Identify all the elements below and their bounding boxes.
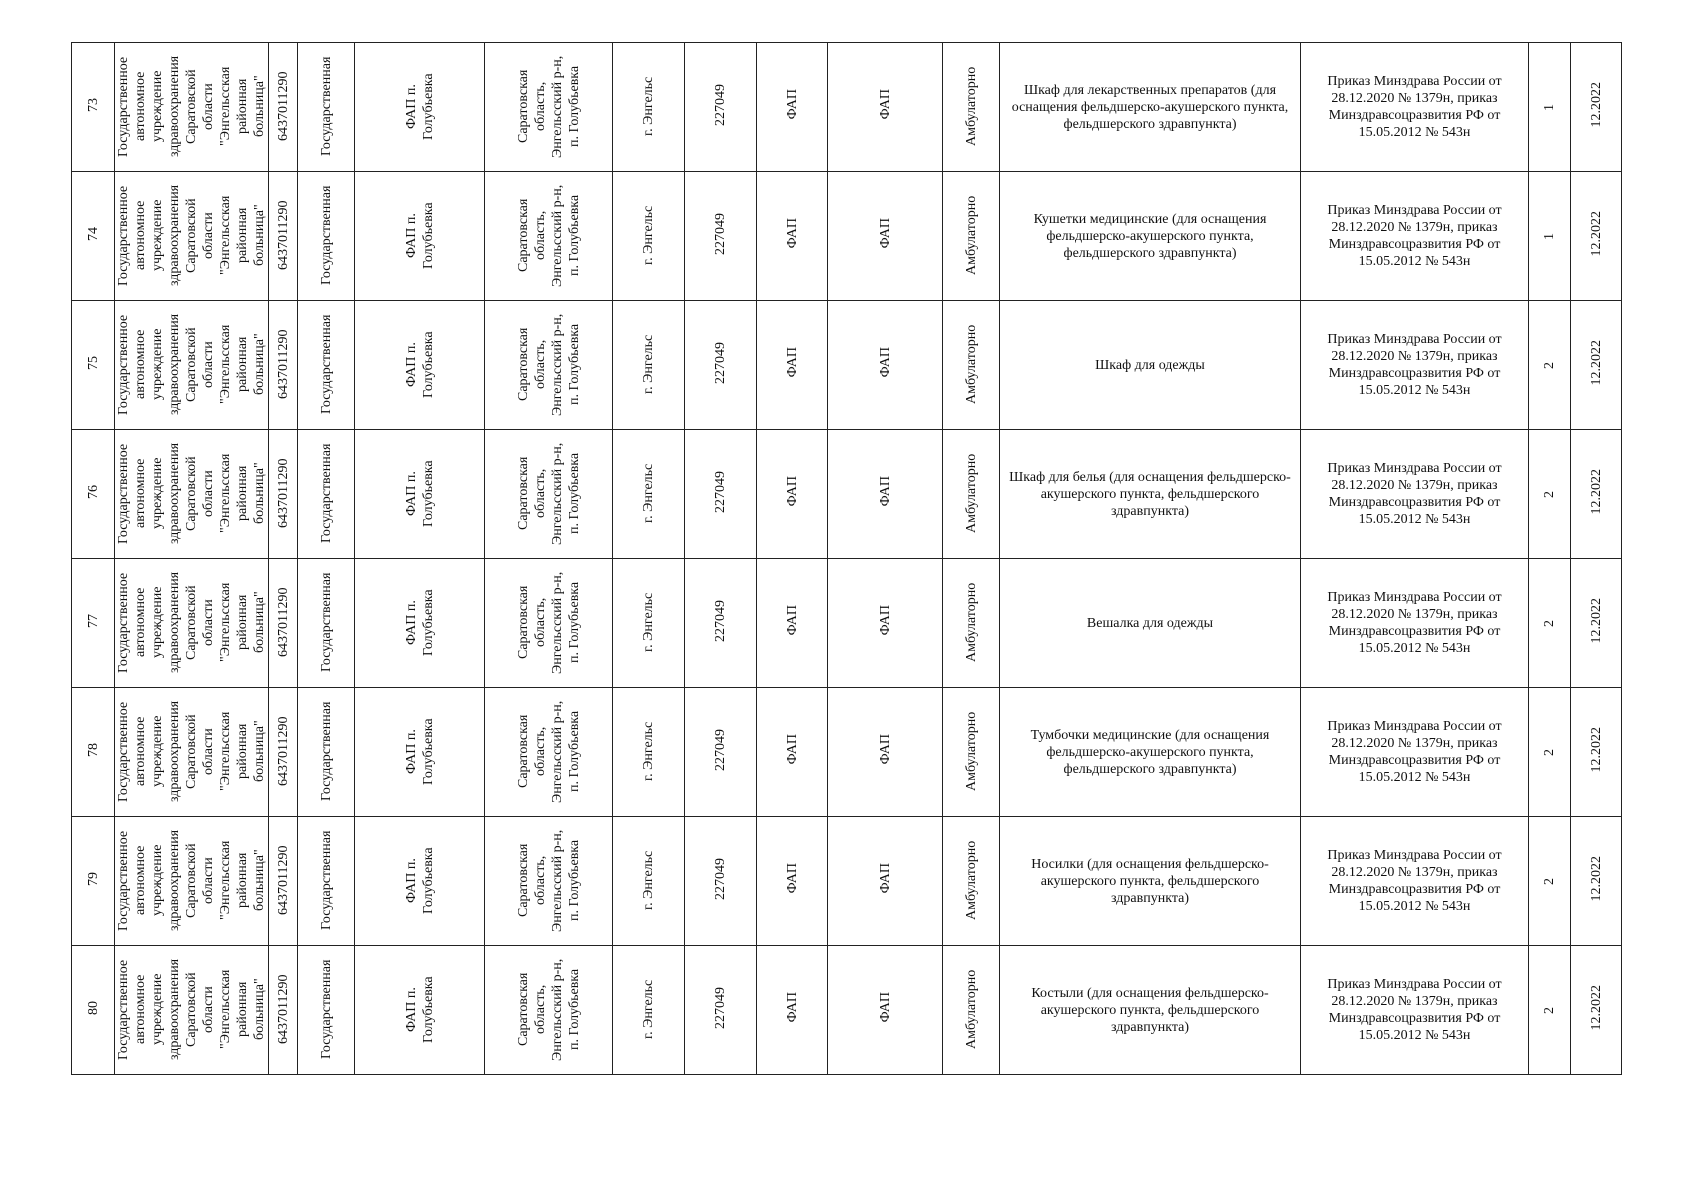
table-row bbox=[72, 688, 1622, 817]
facility-code: 227049 bbox=[713, 83, 728, 126]
facility-name: ФАП п. Голубьевка bbox=[403, 847, 436, 914]
quantity-cell bbox=[1529, 301, 1571, 430]
facility-subtype: ФАП bbox=[877, 89, 893, 120]
address-cell bbox=[485, 172, 613, 301]
row-number-cell bbox=[72, 430, 115, 559]
care-condition: Амбулаторно bbox=[963, 66, 979, 147]
ownership-form: Государственная bbox=[318, 443, 334, 544]
quantity: 2 bbox=[1542, 490, 1557, 498]
code-cell bbox=[685, 43, 757, 172]
inn: 6437011290 bbox=[275, 845, 291, 916]
city: г. Энгельс bbox=[641, 721, 656, 782]
care-cell bbox=[943, 688, 1000, 817]
facility-subtype: ФАП bbox=[877, 347, 893, 378]
equipment-name: Шкаф для белья (для оснащения фельдшерско-акушерского пункта, фельдшерского здравпункта) bbox=[1009, 469, 1291, 519]
ownership-cell bbox=[298, 43, 355, 172]
facility-name: ФАП п. Голубьевка bbox=[403, 73, 436, 140]
facility-subtype: ФАП bbox=[877, 218, 893, 249]
ownership-cell bbox=[298, 817, 355, 946]
institution-name: Государственное автономное учреждение здравоохранения Саратовской области "Энгельсская районная больница" bbox=[116, 958, 267, 1061]
institution-cell bbox=[115, 430, 269, 559]
row-number-cell bbox=[72, 172, 115, 301]
quantity-cell bbox=[1529, 817, 1571, 946]
equipment-cell bbox=[1000, 946, 1301, 1075]
regulatory-order: Приказ Минздрава России от 28.12.2020 № 1379н, приказ Минздравсоцразвития РФ от 15.05.2012 № 543н bbox=[1327, 590, 1502, 656]
table-row bbox=[72, 430, 1622, 559]
type-cell bbox=[757, 688, 828, 817]
facility-cell bbox=[355, 817, 485, 946]
table-row bbox=[72, 301, 1622, 430]
row-number: 79 bbox=[85, 871, 101, 886]
equipment-table bbox=[71, 42, 1622, 1075]
inn: 6437011290 bbox=[275, 974, 291, 1045]
institution-name: Государственное автономное учреждение здравоохранения Саратовской области "Энгельсская районная больница" bbox=[116, 313, 267, 416]
date-cell bbox=[1571, 301, 1622, 430]
row-number-cell bbox=[72, 559, 115, 688]
equipment-cell bbox=[1000, 172, 1301, 301]
care-cell bbox=[943, 301, 1000, 430]
date-cell bbox=[1571, 946, 1622, 1075]
quantity-cell bbox=[1529, 559, 1571, 688]
equipment-cell bbox=[1000, 430, 1301, 559]
facility-subtype: ФАП bbox=[877, 863, 893, 894]
delivery-date: 12.2022 bbox=[1588, 81, 1604, 128]
delivery-date: 12.2022 bbox=[1588, 597, 1604, 644]
ownership-form: Государственная bbox=[318, 959, 334, 1060]
equipment-name: Вешалка для одежды bbox=[1086, 615, 1214, 631]
quantity-cell bbox=[1529, 172, 1571, 301]
institution-cell bbox=[115, 172, 269, 301]
facility-type: ФАП bbox=[784, 992, 800, 1023]
facility-address: Саратовская область, Энгельсский р-н, п. Голубьевка bbox=[515, 184, 582, 287]
quantity: 2 bbox=[1542, 361, 1557, 369]
city-cell bbox=[613, 688, 685, 817]
care-condition: Амбулаторно bbox=[963, 195, 979, 276]
quantity-cell bbox=[1529, 43, 1571, 172]
city-cell bbox=[613, 946, 685, 1075]
address-cell bbox=[485, 688, 613, 817]
equipment-cell bbox=[1000, 301, 1301, 430]
city-cell bbox=[613, 430, 685, 559]
facility-address: Саратовская область, Энгельсский р-н, п. Голубьевка bbox=[515, 829, 582, 932]
institution-name: Государственное автономное учреждение здравоохранения Саратовской области "Энгельсская районная больница" bbox=[116, 571, 267, 674]
quantity-cell bbox=[1529, 946, 1571, 1075]
facility-type: ФАП bbox=[784, 347, 800, 378]
quantity: 2 bbox=[1542, 877, 1557, 885]
code-cell bbox=[685, 430, 757, 559]
address-cell bbox=[485, 559, 613, 688]
quantity: 1 bbox=[1542, 232, 1557, 240]
equipment-name: Тумбочки медицинские (для оснащения фельдшерско-акушерского пункта, фельдшерского здравпункта) bbox=[1030, 727, 1270, 777]
facility-code: 227049 bbox=[713, 857, 728, 900]
quantity: 2 bbox=[1542, 1006, 1557, 1014]
row-number-cell bbox=[72, 43, 115, 172]
institution-name: Государственное автономное учреждение здравоохранения Саратовской области "Энгельсская районная больница" bbox=[116, 442, 267, 545]
city-cell bbox=[613, 817, 685, 946]
table-row bbox=[72, 817, 1622, 946]
institution-name: Государственное автономное учреждение здравоохранения Саратовской области "Энгельсская районная больница" bbox=[116, 55, 267, 158]
facility-subtype: ФАП bbox=[877, 734, 893, 765]
date-cell bbox=[1571, 172, 1622, 301]
inn: 6437011290 bbox=[275, 71, 291, 142]
ownership-cell bbox=[298, 301, 355, 430]
delivery-date: 12.2022 bbox=[1588, 468, 1604, 515]
inn-cell bbox=[269, 43, 298, 172]
equipment-name: Шкаф для одежды bbox=[1095, 357, 1205, 373]
delivery-date: 12.2022 bbox=[1588, 984, 1604, 1031]
delivery-date: 12.2022 bbox=[1588, 339, 1604, 386]
care-condition: Амбулаторно bbox=[963, 582, 979, 663]
equipment-cell bbox=[1000, 43, 1301, 172]
row-number: 73 bbox=[85, 97, 101, 112]
regulatory-order: Приказ Минздрава России от 28.12.2020 № 1379н, приказ Минздравсоцразвития РФ от 15.05.2012 № 543н bbox=[1327, 203, 1502, 269]
facility-subtype: ФАП bbox=[877, 992, 893, 1023]
ownership-cell bbox=[298, 559, 355, 688]
delivery-date: 12.2022 bbox=[1588, 210, 1604, 257]
code-cell bbox=[685, 301, 757, 430]
inn-cell bbox=[269, 817, 298, 946]
equipment-cell bbox=[1000, 559, 1301, 688]
facility-code: 227049 bbox=[713, 470, 728, 513]
order-cell bbox=[1301, 817, 1529, 946]
inn: 6437011290 bbox=[275, 200, 291, 271]
equipment-name: Носилки (для оснащения фельдшерско-акушерского пункта, фельдшерского здравпункта) bbox=[1031, 856, 1269, 906]
institution-cell bbox=[115, 301, 269, 430]
table-row bbox=[72, 43, 1622, 172]
quantity: 2 bbox=[1542, 748, 1557, 756]
subtype-cell bbox=[828, 946, 943, 1075]
care-condition: Амбулаторно bbox=[963, 840, 979, 921]
row-number-cell bbox=[72, 946, 115, 1075]
facility-type: ФАП bbox=[784, 605, 800, 636]
subtype-cell bbox=[828, 172, 943, 301]
inn-cell bbox=[269, 688, 298, 817]
type-cell bbox=[757, 946, 828, 1075]
care-cell bbox=[943, 559, 1000, 688]
subtype-cell bbox=[828, 559, 943, 688]
delivery-date: 12.2022 bbox=[1588, 726, 1604, 773]
subtype-cell bbox=[828, 430, 943, 559]
facility-address: Саратовская область, Энгельсский р-н, п. Голубьевка bbox=[515, 700, 582, 803]
facility-type: ФАП bbox=[784, 734, 800, 765]
facility-cell bbox=[355, 43, 485, 172]
care-cell bbox=[943, 172, 1000, 301]
quantity: 2 bbox=[1542, 619, 1557, 627]
code-cell bbox=[685, 688, 757, 817]
row-number: 77 bbox=[85, 613, 101, 628]
facility-code: 227049 bbox=[713, 212, 728, 255]
facility-code: 227049 bbox=[713, 341, 728, 384]
order-cell bbox=[1301, 301, 1529, 430]
equipment-name: Шкаф для лекарственных препаратов (для оснащения фельдшерско-акушерского пункта, фельдшерского здравпункта) bbox=[1011, 82, 1289, 132]
facility-name: ФАП п. Голубьевка bbox=[403, 331, 436, 398]
city: г. Энгельс bbox=[641, 205, 656, 266]
inn: 6437011290 bbox=[275, 458, 291, 529]
row-number-cell bbox=[72, 688, 115, 817]
subtype-cell bbox=[828, 688, 943, 817]
city: г. Энгельс bbox=[641, 76, 656, 137]
address-cell bbox=[485, 946, 613, 1075]
regulatory-order: Приказ Минздрава России от 28.12.2020 № 1379н, приказ Минздравсоцразвития РФ от 15.05.2012 № 543н bbox=[1327, 461, 1502, 527]
inn-cell bbox=[269, 946, 298, 1075]
regulatory-order: Приказ Минздрава России от 28.12.2020 № 1379н, приказ Минздравсоцразвития РФ от 15.05.2012 № 543н bbox=[1327, 74, 1502, 140]
inn: 6437011290 bbox=[275, 716, 291, 787]
facility-cell bbox=[355, 946, 485, 1075]
facility-type: ФАП bbox=[784, 863, 800, 894]
city: г. Энгельс bbox=[641, 850, 656, 911]
address-cell bbox=[485, 817, 613, 946]
order-cell bbox=[1301, 559, 1529, 688]
row-number: 80 bbox=[85, 1000, 101, 1015]
facility-cell bbox=[355, 430, 485, 559]
facility-code: 227049 bbox=[713, 599, 728, 642]
facility-name: ФАП п. Голубьевка bbox=[403, 718, 436, 785]
city-cell bbox=[613, 43, 685, 172]
subtype-cell bbox=[828, 817, 943, 946]
row-number-cell bbox=[72, 301, 115, 430]
institution-name: Государственное автономное учреждение здравоохранения Саратовской области "Энгельсская районная больница" bbox=[116, 700, 267, 803]
inn: 6437011290 bbox=[275, 329, 291, 400]
quantity-cell bbox=[1529, 688, 1571, 817]
ownership-cell bbox=[298, 946, 355, 1075]
code-cell bbox=[685, 946, 757, 1075]
row-number: 76 bbox=[85, 484, 101, 499]
row-number: 78 bbox=[85, 742, 101, 757]
regulatory-order: Приказ Минздрава России от 28.12.2020 № 1379н, приказ Минздравсоцразвития РФ от 15.05.2012 № 543н bbox=[1327, 332, 1502, 398]
facility-address: Саратовская область, Энгельсский р-н, п. Голубьевка bbox=[515, 55, 582, 158]
order-cell bbox=[1301, 43, 1529, 172]
institution-cell bbox=[115, 946, 269, 1075]
facility-subtype: ФАП bbox=[877, 476, 893, 507]
facility-code: 227049 bbox=[713, 986, 728, 1029]
type-cell bbox=[757, 430, 828, 559]
care-cell bbox=[943, 946, 1000, 1075]
delivery-date: 12.2022 bbox=[1588, 855, 1604, 902]
equipment-name: Костыли (для оснащения фельдшерско-акушерского пункта, фельдшерского здравпункта) bbox=[1031, 985, 1269, 1035]
institution-cell bbox=[115, 817, 269, 946]
table-row bbox=[72, 172, 1622, 301]
city-cell bbox=[613, 172, 685, 301]
table-row bbox=[72, 946, 1622, 1075]
facility-cell bbox=[355, 172, 485, 301]
care-cell bbox=[943, 43, 1000, 172]
type-cell bbox=[757, 301, 828, 430]
facility-cell bbox=[355, 301, 485, 430]
address-cell bbox=[485, 43, 613, 172]
row-number: 75 bbox=[85, 355, 101, 370]
order-cell bbox=[1301, 688, 1529, 817]
facility-cell bbox=[355, 688, 485, 817]
ownership-form: Государственная bbox=[318, 185, 334, 286]
institution-cell bbox=[115, 688, 269, 817]
ownership-form: Государственная bbox=[318, 56, 334, 157]
institution-cell bbox=[115, 43, 269, 172]
facility-name: ФАП п. Голубьевка bbox=[403, 976, 436, 1043]
city-cell bbox=[613, 301, 685, 430]
ownership-form: Государственная bbox=[318, 314, 334, 415]
facility-name: ФАП п. Голубьевка bbox=[403, 460, 436, 527]
subtype-cell bbox=[828, 301, 943, 430]
date-cell bbox=[1571, 688, 1622, 817]
type-cell bbox=[757, 43, 828, 172]
date-cell bbox=[1571, 559, 1622, 688]
address-cell bbox=[485, 301, 613, 430]
facility-name: ФАП п. Голубьевка bbox=[403, 589, 436, 656]
address-cell bbox=[485, 430, 613, 559]
order-cell bbox=[1301, 430, 1529, 559]
inn-cell bbox=[269, 559, 298, 688]
regulatory-order: Приказ Минздрава России от 28.12.2020 № 1379н, приказ Минздравсоцразвития РФ от 15.05.2012 № 543н bbox=[1327, 719, 1502, 785]
city: г. Энгельс bbox=[641, 979, 656, 1040]
city: г. Энгельс bbox=[641, 463, 656, 524]
row-number-cell bbox=[72, 817, 115, 946]
facility-address: Саратовская область, Энгельсский р-н, п. Голубьевка bbox=[515, 442, 582, 545]
type-cell bbox=[757, 559, 828, 688]
quantity-cell bbox=[1529, 430, 1571, 559]
code-cell bbox=[685, 172, 757, 301]
row-number: 74 bbox=[85, 226, 101, 241]
institution-cell bbox=[115, 559, 269, 688]
care-condition: Амбулаторно bbox=[963, 711, 979, 792]
ownership-form: Государственная bbox=[318, 572, 334, 673]
care-condition: Амбулаторно bbox=[963, 969, 979, 1050]
code-cell bbox=[685, 817, 757, 946]
care-condition: Амбулаторно bbox=[963, 324, 979, 405]
facility-address: Саратовская область, Энгельсский р-н, п. Голубьевка bbox=[515, 571, 582, 674]
institution-name: Государственное автономное учреждение здравоохранения Саратовской области "Энгельсская районная больница" bbox=[116, 829, 267, 932]
facility-subtype: ФАП bbox=[877, 605, 893, 636]
regulatory-order: Приказ Минздрава России от 28.12.2020 № 1379н, приказ Минздравсоцразвития РФ от 15.05.2012 № 543н bbox=[1327, 977, 1502, 1043]
care-cell bbox=[943, 817, 1000, 946]
facility-type: ФАП bbox=[784, 89, 800, 120]
ownership-cell bbox=[298, 688, 355, 817]
ownership-form: Государственная bbox=[318, 830, 334, 931]
facility-code: 227049 bbox=[713, 728, 728, 771]
city: г. Энгельс bbox=[641, 334, 656, 395]
facility-name: ФАП п. Голубьевка bbox=[403, 202, 436, 269]
institution-name: Государственное автономное учреждение здравоохранения Саратовской области "Энгельсская районная больница" bbox=[116, 184, 267, 287]
order-cell bbox=[1301, 946, 1529, 1075]
care-cell bbox=[943, 430, 1000, 559]
date-cell bbox=[1571, 817, 1622, 946]
equipment-name: Кушетки медицинские (для оснащения фельдшерско-акушерского пункта, фельдшерского здравпункта) bbox=[1033, 211, 1267, 261]
date-cell bbox=[1571, 43, 1622, 172]
type-cell bbox=[757, 817, 828, 946]
inn-cell bbox=[269, 430, 298, 559]
regulatory-order: Приказ Минздрава России от 28.12.2020 № 1379н, приказ Минздравсоцразвития РФ от 15.05.2012 № 543н bbox=[1327, 848, 1502, 914]
ownership-cell bbox=[298, 430, 355, 559]
care-condition: Амбулаторно bbox=[963, 453, 979, 534]
equipment-cell bbox=[1000, 817, 1301, 946]
facility-address: Саратовская область, Энгельсский р-н, п. Голубьевка bbox=[515, 313, 582, 416]
equipment-cell bbox=[1000, 688, 1301, 817]
facility-type: ФАП bbox=[784, 218, 800, 249]
order-cell bbox=[1301, 172, 1529, 301]
subtype-cell bbox=[828, 43, 943, 172]
code-cell bbox=[685, 559, 757, 688]
facility-address: Саратовская область, Энгельсский р-н, п. Голубьевка bbox=[515, 958, 582, 1061]
date-cell bbox=[1571, 430, 1622, 559]
quantity: 1 bbox=[1542, 103, 1557, 111]
ownership-cell bbox=[298, 172, 355, 301]
type-cell bbox=[757, 172, 828, 301]
inn-cell bbox=[269, 301, 298, 430]
ownership-form: Государственная bbox=[318, 701, 334, 802]
inn: 6437011290 bbox=[275, 587, 291, 658]
city-cell bbox=[613, 559, 685, 688]
city: г. Энгельс bbox=[641, 592, 656, 653]
facility-cell bbox=[355, 559, 485, 688]
table-row bbox=[72, 559, 1622, 688]
facility-type: ФАП bbox=[784, 476, 800, 507]
inn-cell bbox=[269, 172, 298, 301]
